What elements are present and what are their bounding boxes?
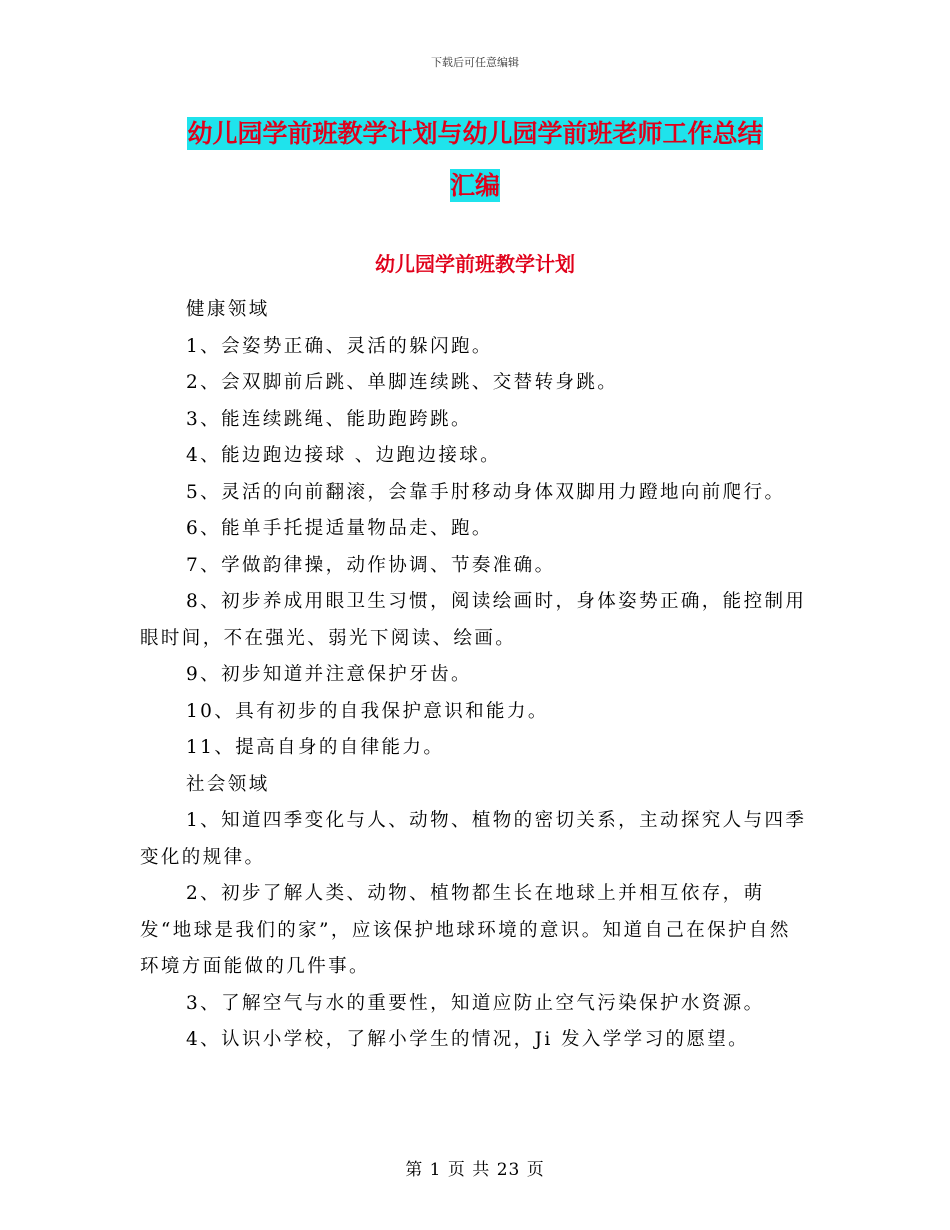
- paragraph: 9、初步知道并注意保护牙齿。: [186, 664, 472, 685]
- paragraph: 1、知道四季变化与人、动物、植物的密切关系，主动探究人与四季变化的规律。: [140, 810, 807, 868]
- paragraph: 2、会双脚前后跳、单脚连续跳、交替转身跳。: [186, 372, 619, 393]
- paragraph: 3、能连续跳绳、能助跑跨跳。: [186, 408, 472, 430]
- paragraph: 4、能边跑边接球 、边跑边接球。: [186, 445, 502, 466]
- section-title: 幼儿园学前班教学计划: [375, 252, 575, 276]
- document-body: [140, 292, 810, 1059]
- document-title-line-2: 汇编: [449, 171, 500, 200]
- header-note: 下载后可任意编辑: [431, 56, 519, 69]
- document-title-line-1: 幼儿园学前班教学计划与幼儿园学前班老师工作总结: [187, 119, 763, 148]
- paragraph: 4、认识小学校，了解小学生的情况，Ji 发入学学习的愿望。: [186, 1029, 750, 1050]
- paragraph: 3、了解空气与水的重要性，知道应防止空气污染保护水资源。: [186, 992, 765, 1014]
- document-title: [140, 108, 810, 212]
- paragraph: 1、会姿势正确、灵活的躲闪跑。: [186, 335, 493, 357]
- section-heading-social: 社会领域: [186, 773, 270, 795]
- paragraph: 2、初步了解人类、动物、植物都生长在地球上并相互依存，萌发“地球是我们的家”，应该保护地球环境的意识。知道自己在保护自然环境方面能做的几件事。: [140, 883, 791, 977]
- paragraph: 8、初步养成用眼卫生习惯，阅读绘画时，身体姿势正确，能控制用眼时间，不在强光、弱光下阅读、绘画。: [140, 591, 807, 649]
- paragraph: 6、能单手托提适量物品走、跑。: [186, 518, 493, 539]
- paragraph: 10、具有初步的自我保护意识和能力。: [186, 700, 549, 722]
- paragraph: 5、灵活的向前翻滚，会靠手肘移动身体双脚用力蹬地向前爬行。: [186, 481, 786, 503]
- paragraph: 11、提高自身的自律能力。: [186, 737, 445, 758]
- section-heading-health: 健康领域: [186, 299, 270, 320]
- page-footer: 第 1 页 共 23 页: [405, 1160, 545, 1180]
- paragraph: 7、学做韵律操，动作协调、节奏准确。: [186, 554, 556, 576]
